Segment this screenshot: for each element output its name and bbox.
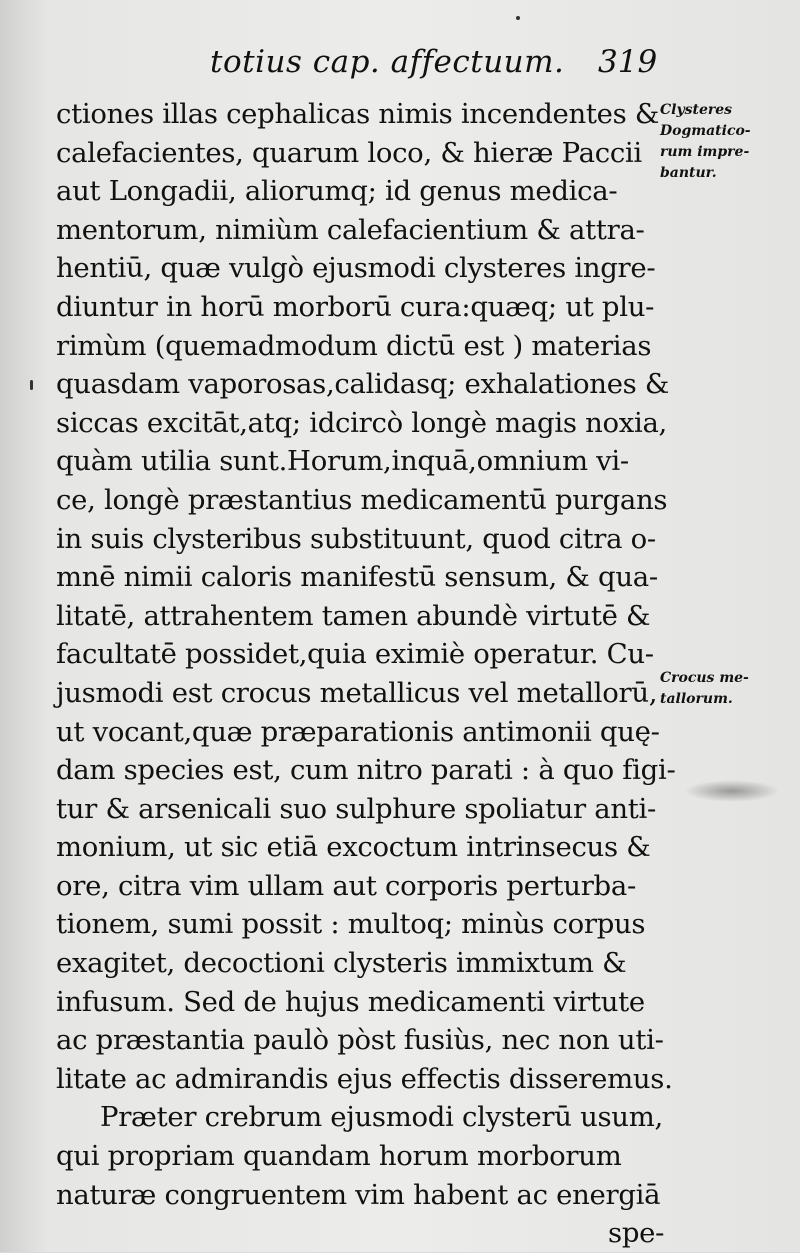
text-line: tur & arsenicali suo sulphure spoliatur anti- xyxy=(56,792,657,825)
ink-smudge xyxy=(684,780,780,802)
text-line: mentorum, nimiùm calefacientium & attra- xyxy=(56,213,645,246)
text-line: diuntur in horū morborū cura:quæq; ut plu- xyxy=(56,290,655,323)
page-header xyxy=(0,44,800,94)
text-line: tionem, sumi possit : multoq; minùs corpus xyxy=(56,908,646,941)
text-line: ctiones illas cephalicas nimis incendentes & xyxy=(56,98,660,130)
text-line: exagitet, decoctioni clysteris immixtum & xyxy=(56,947,627,980)
marginal-note-line: rum impre- xyxy=(660,144,750,160)
text-line: ore, citra vim ullam aut corporis perturba- xyxy=(56,869,636,902)
text-line: mnē nimii caloris manifestū sensum, & qua- xyxy=(56,561,658,594)
text-line: ut vocant,quæ præparationis antimonii quę- xyxy=(56,715,660,748)
marginal-note-crocus xyxy=(660,668,800,710)
running-title: totius cap. affectuum. xyxy=(210,44,565,80)
text-line: hentiū, quæ vulgò ejusmodi clysteres ingre- xyxy=(56,252,656,285)
text-line: rimùm (quemadmodum dictū est ) materias xyxy=(56,329,652,362)
body-text xyxy=(56,95,676,1253)
text-line: dam species est, cum nitro parati : à quo figi- xyxy=(56,754,676,787)
marginal-note-line: Crocus me- xyxy=(660,670,749,686)
text-line: qui propriam quandam horum morborum xyxy=(56,1140,622,1173)
text-line: naturæ congruentem vim habent ac energiā xyxy=(56,1178,661,1211)
text-line: ac præstantia paulò pòst fusiùs, nec non uti- xyxy=(56,1024,664,1057)
text-line: facultatē possidet,quia eximiè operatur. Cu- xyxy=(56,638,654,671)
marginal-note-clysteres xyxy=(660,100,800,184)
text-line: litatē, attrahentem tamen abundè virtutē & xyxy=(56,599,651,632)
ink-speck xyxy=(30,380,33,390)
marginal-note-line: Clysteres xyxy=(660,102,733,118)
text-line: jusmodi est crocus metallicus vel metallorū, xyxy=(56,676,658,709)
marginal-note-line: bantur. xyxy=(660,165,717,181)
text-line: calefacientes, quarum loco, & hieræ Paccii xyxy=(56,136,642,169)
text-line: aut Longadii, aliorumq; id genus medica- xyxy=(56,175,618,208)
catchword: spe- xyxy=(608,1217,665,1250)
paragraph-start-line: Præter crebrum ejusmodi clysterū usum, xyxy=(100,1101,663,1134)
text-line: in suis clysteribus substituunt, quod citra o- xyxy=(56,522,656,555)
page-number: 319 xyxy=(598,44,658,80)
marginal-note-line: tallorum. xyxy=(660,691,733,707)
marginal-note-line: Dogmatico- xyxy=(660,123,751,139)
text-line: quasdam vaporosas,calidasq; exhalationes & xyxy=(56,368,670,401)
text-line: ce, longè præstantius medicamentū purgans xyxy=(56,483,668,516)
text-line: infusum. Sed de hujus medicamenti virtute xyxy=(56,985,645,1018)
ink-speck xyxy=(516,16,520,20)
text-line: litate ac admirandis ejus effectis disseremus. xyxy=(56,1062,673,1095)
text-line: siccas excitāt,atq; idcircò longè magis noxia, xyxy=(56,406,667,439)
text-line: quàm utilia sunt.Horum,inquā,omnium vi- xyxy=(56,445,629,478)
text-line: monium, ut sic etiā excoctum intrinsecus & xyxy=(56,831,651,864)
